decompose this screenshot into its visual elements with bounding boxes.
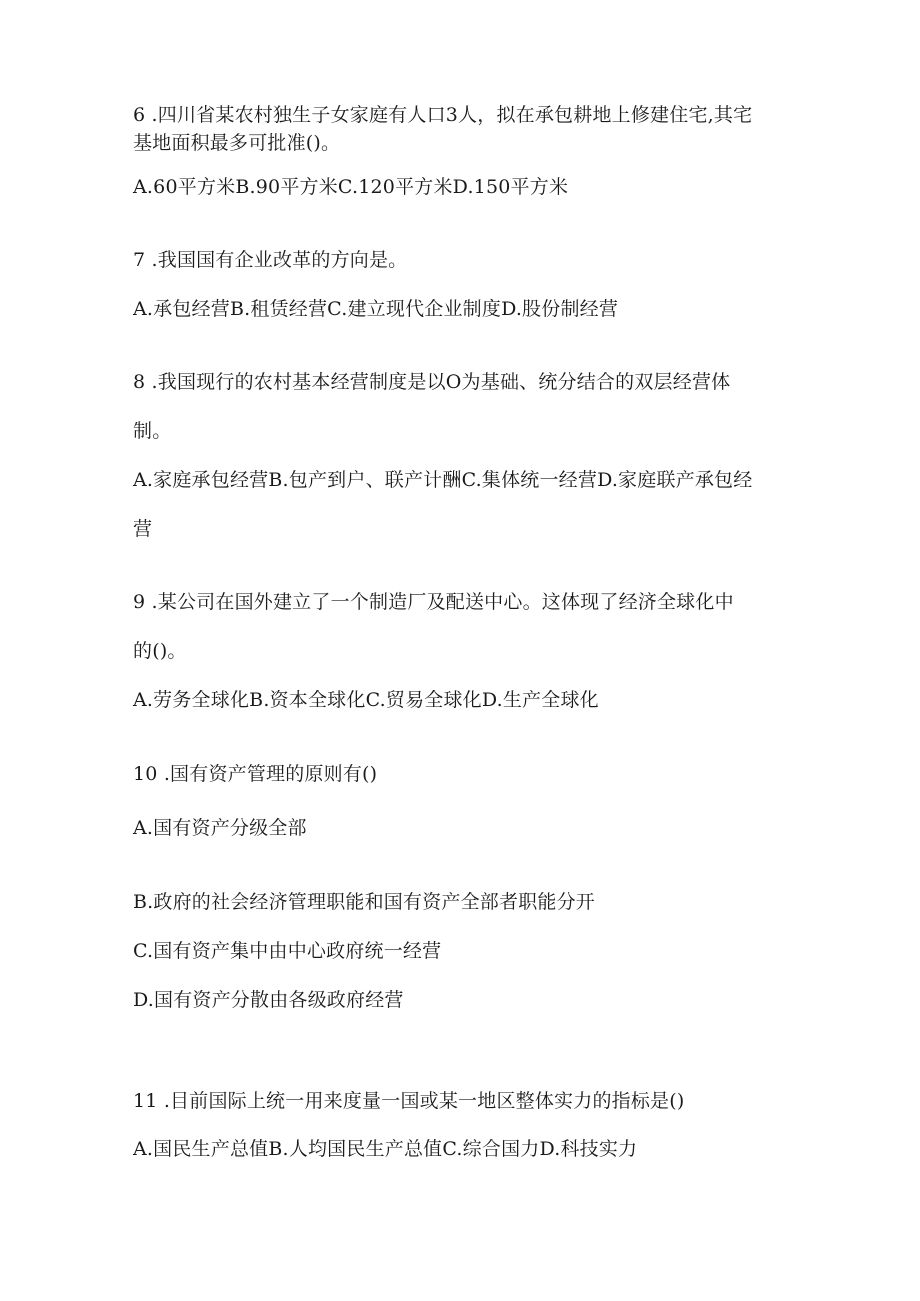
question-6-stem-line-1: 6 .四川省某农村独生子女家庭有人口3人，拟在承包耕地上修建住宅,其宅 xyxy=(133,104,753,126)
question-10-option-a: A.国有资产分级全部 xyxy=(133,817,307,839)
question-10-stem: 10 .国有资产管理的原则有() xyxy=(133,763,378,785)
question-8-options-line-1: A.家庭承包经营B.包产到户、联产计酬C.集体统一经营D.家庭联产承包经 xyxy=(133,469,753,491)
question-9-options: A.劳务全球化B.资本全球化C.贸易全球化D.生产全球化 xyxy=(133,689,599,711)
question-11-options: A.国民生产总值B.人均国民生产总值C.综合国力D.科技实力 xyxy=(133,1138,638,1160)
question-10-option-b: B.政府的社会经济管理职能和国有资产全部者职能分开 xyxy=(133,891,596,913)
question-7-options: A.承包经营B.租赁经营C.建立现代企业制度D.股份制经营 xyxy=(133,298,619,320)
question-6-options: A.60平方米B.90平方米C.120平方米D.150平方米 xyxy=(133,176,569,198)
question-11-stem: 11 .目前国际上统一用来度量一国或某一地区整体实力的指标是() xyxy=(133,1090,685,1112)
question-9-stem-line-1: 9 .某公司在国外建立了一个制造厂及配送中心。这体现了经济全球化中 xyxy=(133,591,734,613)
question-10-option-c: C.国有资产集中由中心政府统一经营 xyxy=(133,940,442,962)
question-8-options-line-2: 营 xyxy=(133,518,153,540)
question-8-stem-line-1: 8 .我国现行的农村基本经营制度是以O为基础、统分结合的双层经营体 xyxy=(133,371,731,393)
question-6-stem-line-2: 基地面积最多可批准()。 xyxy=(133,132,341,154)
question-7-stem: 7 .我国国有企业改革的方向是。 xyxy=(133,249,408,271)
question-10-option-d: D.国有资产分散由各级政府经营 xyxy=(133,989,404,1011)
question-8-stem-line-2: 制。 xyxy=(133,420,172,442)
question-9-stem-line-2: 的()。 xyxy=(133,640,187,662)
